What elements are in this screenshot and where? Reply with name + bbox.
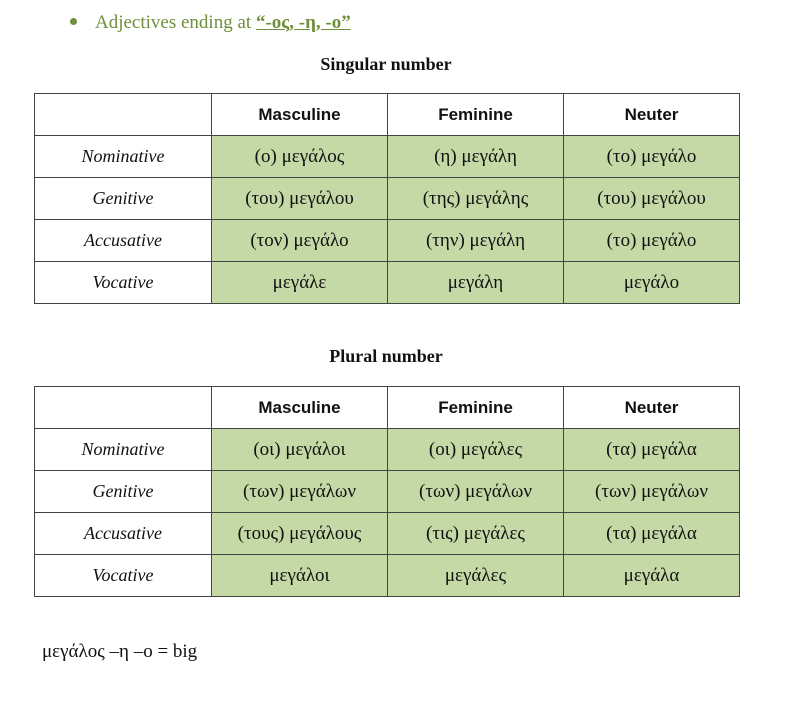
form-cell: (του) μεγάλου [212,178,388,220]
table-row [35,220,740,262]
form-cell: (οι) μεγάλοι [212,429,388,471]
table-row [35,513,740,555]
plural-section-title: Plural number [329,346,443,366]
case-label-genitive: Genitive [35,178,212,220]
table-row [35,555,740,597]
form-cell: (τα) μεγάλα [564,513,740,555]
bullet-heading-text: Adjectives ending at [95,12,256,33]
case-label-accusative: Accusative [35,220,212,262]
form-cell: (ο) μεγάλος [212,136,388,178]
table-corner-cell [35,387,212,429]
form-cell: (του) μεγάλου [564,178,740,220]
form-cell: (τους) μεγάλους [212,513,388,555]
form-cell: (των) μεγάλων [212,471,388,513]
form-cell: (το) μεγάλο [564,220,740,262]
form-cell: μεγάλοι [212,555,388,597]
form-cell: μεγάλα [564,555,740,597]
table-row [35,136,740,178]
table-corner-cell [35,94,212,136]
table-row [35,429,740,471]
table-header-row [35,94,740,136]
column-header-feminine: Feminine [388,387,564,429]
form-cell: (το) μεγάλο [564,136,740,178]
column-header-neuter: Neuter [564,94,740,136]
singular-section-title: Singular number [320,54,452,74]
column-header-masculine: Masculine [212,387,388,429]
table-row [35,178,740,220]
form-cell: μεγάλο [564,262,740,304]
case-label-vocative: Vocative [35,262,212,304]
column-header-feminine: Feminine [388,94,564,136]
form-cell: μεγάλη [388,262,564,304]
form-cell: μεγάλες [388,555,564,597]
form-cell: (οι) μεγάλες [388,429,564,471]
table-header-row [35,387,740,429]
case-label-genitive: Genitive [35,471,212,513]
form-cell: (της) μεγάλης [388,178,564,220]
form-cell: (τον) μεγάλο [212,220,388,262]
form-cell: (η) μεγάλη [388,136,564,178]
table-row [35,471,740,513]
form-cell: (την) μεγάλη [388,220,564,262]
case-label-vocative: Vocative [35,555,212,597]
column-header-neuter: Neuter [564,387,740,429]
singular-declension-table [34,93,740,304]
column-header-masculine: Masculine [212,94,388,136]
case-label-nominative: Nominative [35,136,212,178]
translation-note: μεγάλος –η –ο = big [42,641,198,662]
table-row [35,262,740,304]
form-cell: (τα) μεγάλα [564,429,740,471]
form-cell: (τις) μεγάλες [388,513,564,555]
form-cell: μεγάλε [212,262,388,304]
bullet-heading [70,12,351,34]
form-cell: (των) μεγάλων [564,471,740,513]
case-label-nominative: Nominative [35,429,212,471]
bullet-dot-icon [70,18,77,25]
plural-declension-table [34,386,740,597]
bullet-heading-endings: “-ος, -η, -ο” [255,12,351,33]
form-cell: (των) μεγάλων [388,471,564,513]
case-label-accusative: Accusative [35,513,212,555]
